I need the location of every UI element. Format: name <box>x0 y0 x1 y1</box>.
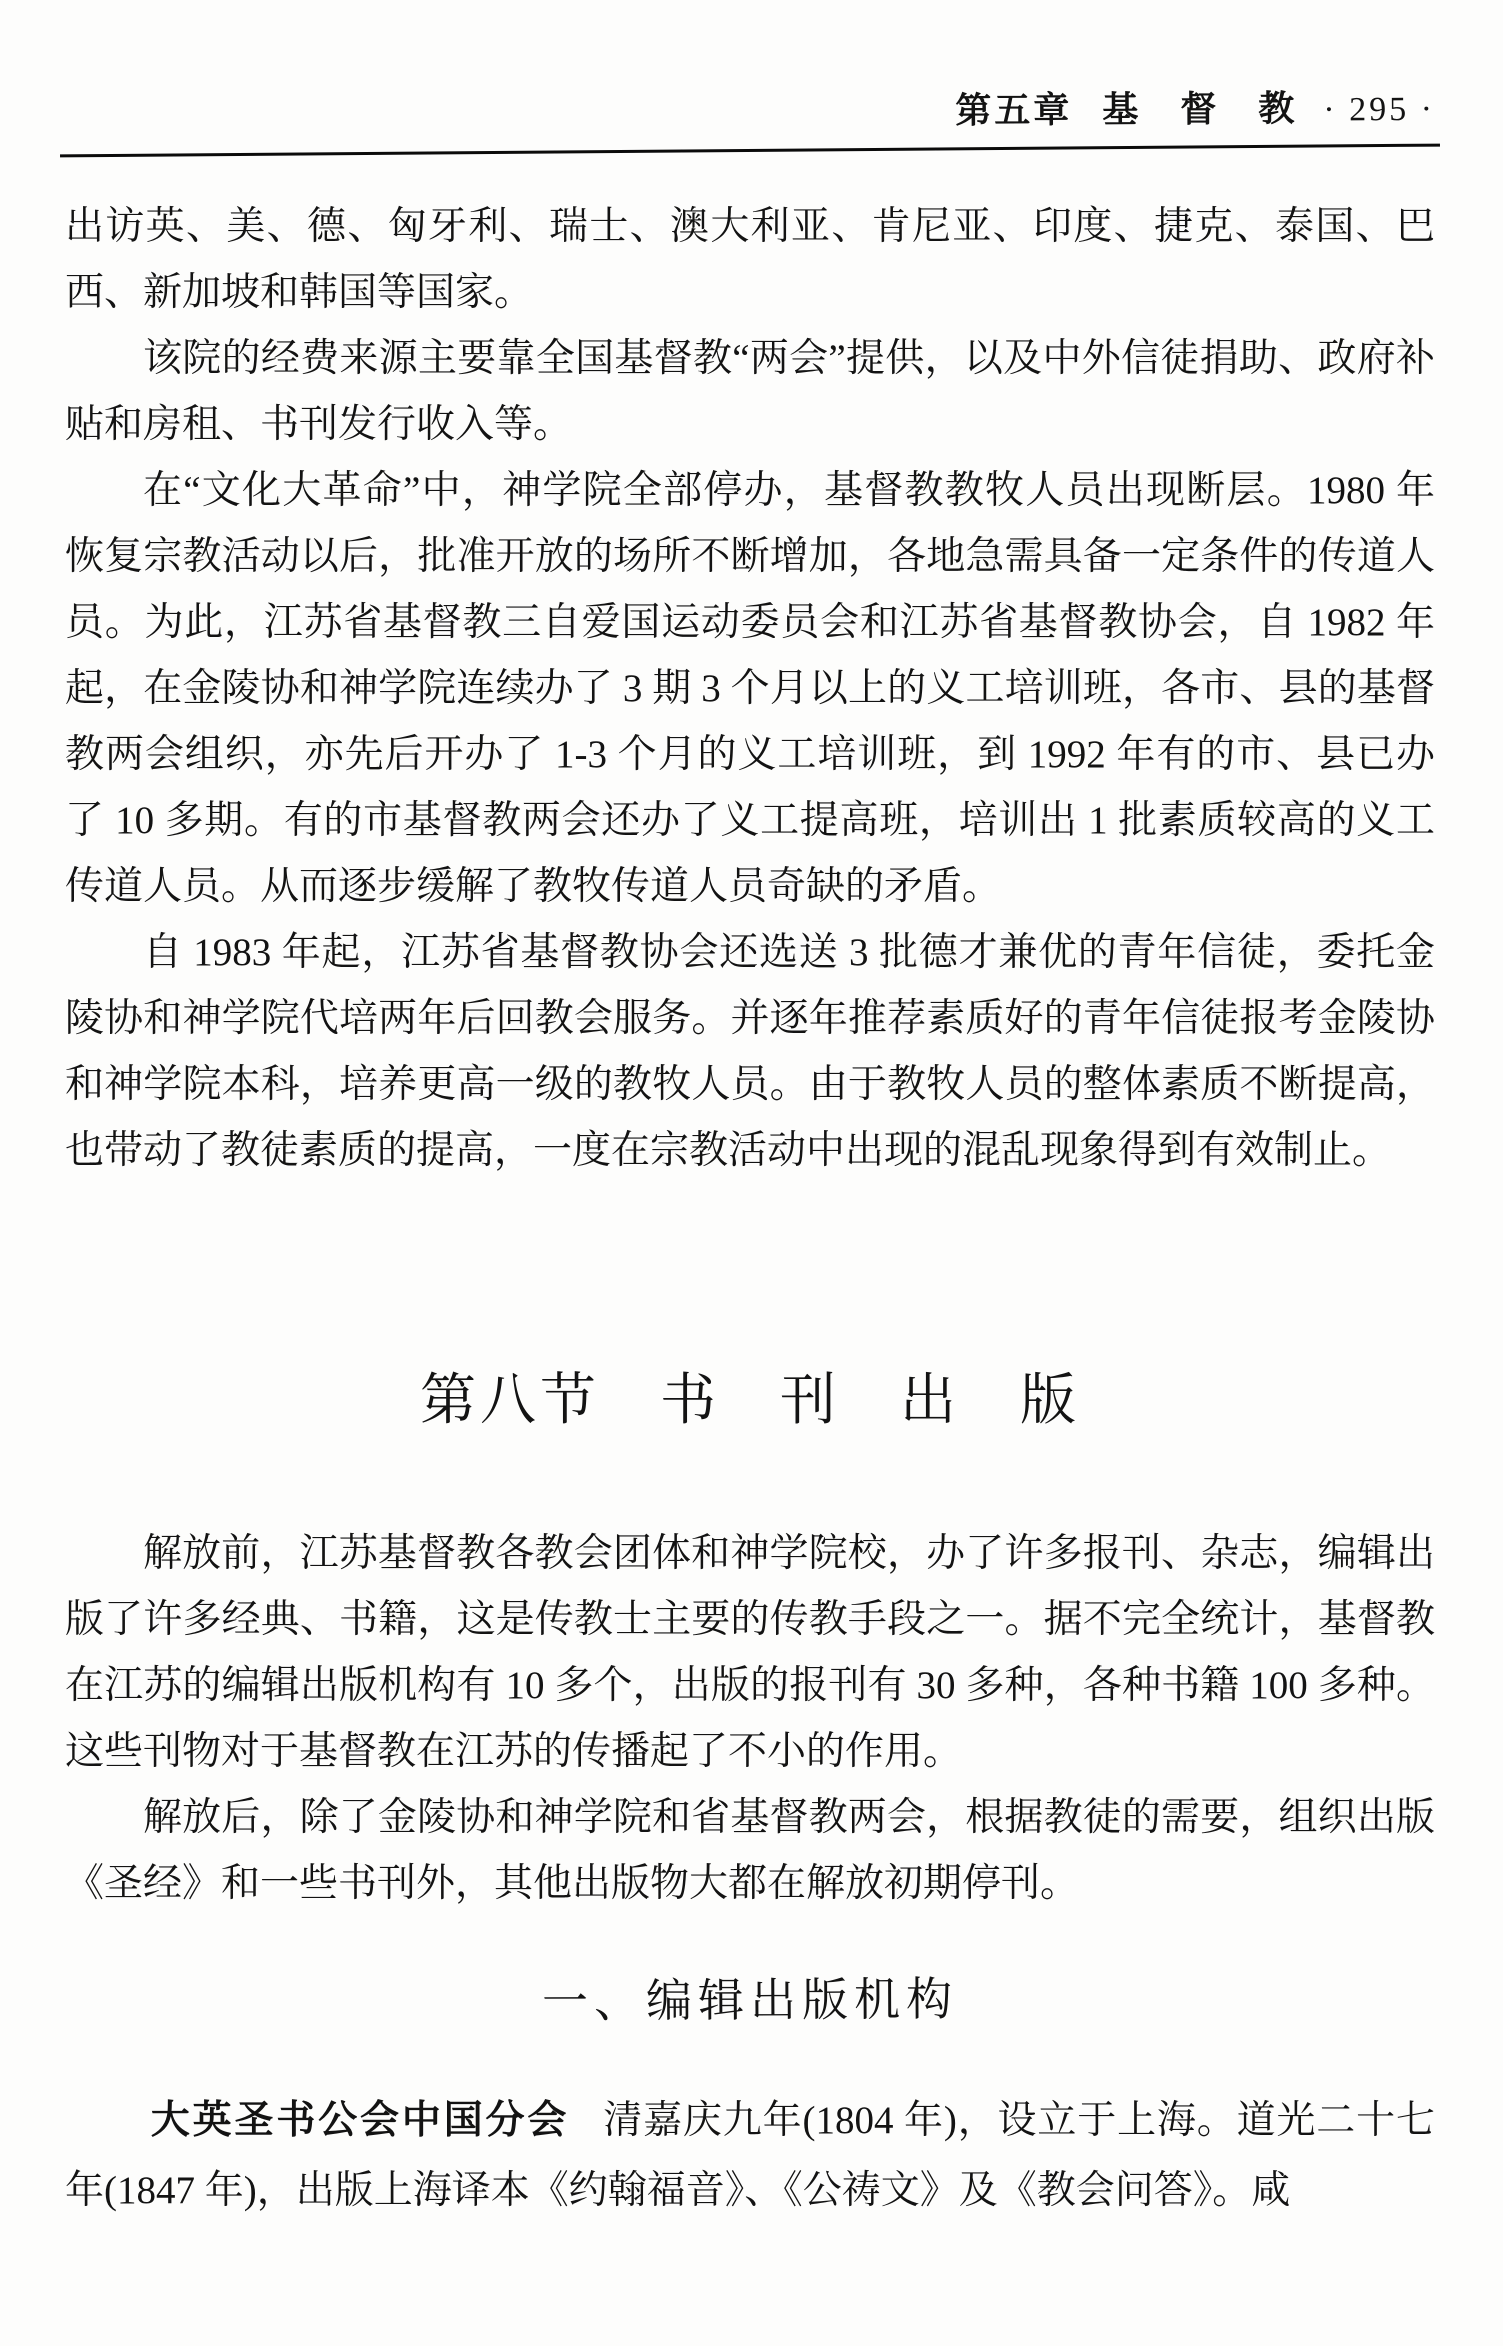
body-text-block-2 <box>65 1521 1435 1917</box>
paragraph: 在“文化大革命”中，神学院全部停办，基督教教牧人员出现断层。1980 年恢复宗教活动以后，批准开放的场所不断增加，各地急需具备一定条件的传道人员。为此，江苏省基督教三自爱国运动委员会和江苏省基督教协会，自 1982 年起，在金陵协和神学院连续办了 3 期 3 个月以上的义工培训班，各市、县的基督教两会组织，亦先后开办了 1-3 个月的义工培训班，到 1992 年有的市、县已办了 10 多期。有的市基督教两会还办了义工提高班，培训出 1 批素质较高的义工传道人员。从而逐步缓解了教牧传道人员奇缺的矛盾。 <box>65 469 1435 908</box>
paragraph: 解放前，江苏基督教各教会团体和神学院校，办了许多报刊、杂志，编辑出版了许多经典、书籍，这是传教士主要的传教手段之一。据不完全统计，基督教在江苏的编辑出版机构有 10 多个，出版的报刊有 30 多种，各种书籍 100 多种。这些刊物对于基督教在江苏的传播起了不小的作用。 <box>65 1532 1435 1773</box>
entry-text: 清嘉庆九年(1804 年)，设立于上海。道光二十七年(1847 年)，出版上海译本《约翰福音》、《公祷文》及《教会问答》。咸 <box>65 2099 1435 2212</box>
entry-term: 大英圣书公会中国分会 <box>150 2099 570 2142</box>
header-rule <box>60 144 1440 158</box>
subsection-heading: 一、编辑出版机构 <box>541 1973 959 2028</box>
body-text-block-1 <box>65 194 1435 1184</box>
entry-paragraph <box>65 2086 1435 2226</box>
running-header <box>65 80 1435 139</box>
chapter-title: 基 督 教 <box>1102 88 1298 130</box>
page-number: · 295 · <box>1323 90 1436 129</box>
paragraph: 该院的经费来源主要靠全国基督教“两会”提供，以及中外信徒捐助、政府补贴和房租、书刊发行收入等。 <box>65 337 1435 446</box>
paragraph: 出访英、美、德、匈牙利、瑞士、澳大利亚、肯尼亚、印度、捷克、泰国、巴西、新加坡和韩国等国家。 <box>65 205 1435 314</box>
paragraph: 自 1983 年起，江苏省基督教协会还选送 3 批德才兼优的青年信徒，委托金陵协和神学院代培两年后回教会服务。并逐年推荐素质好的青年信徒报考金陵协和神学院本科，培养更高一级的教牧人员。由于教牧人员的整体素质不断提高，也带动了教徒素质的提高，一度在宗教活动中出现的混乱现象得到有效制止。 <box>65 931 1435 1172</box>
paragraph: 解放后，除了金陵协和神学院和省基督教两会，根据教徒的需要，组织出版《圣经》和一些书刊外，其他出版物大都在解放初期停刊。 <box>65 1796 1435 1905</box>
section-heading: 第八节 书 刊 出 版 <box>420 1370 1080 1432</box>
chapter-label: 第五章 <box>955 90 1073 131</box>
